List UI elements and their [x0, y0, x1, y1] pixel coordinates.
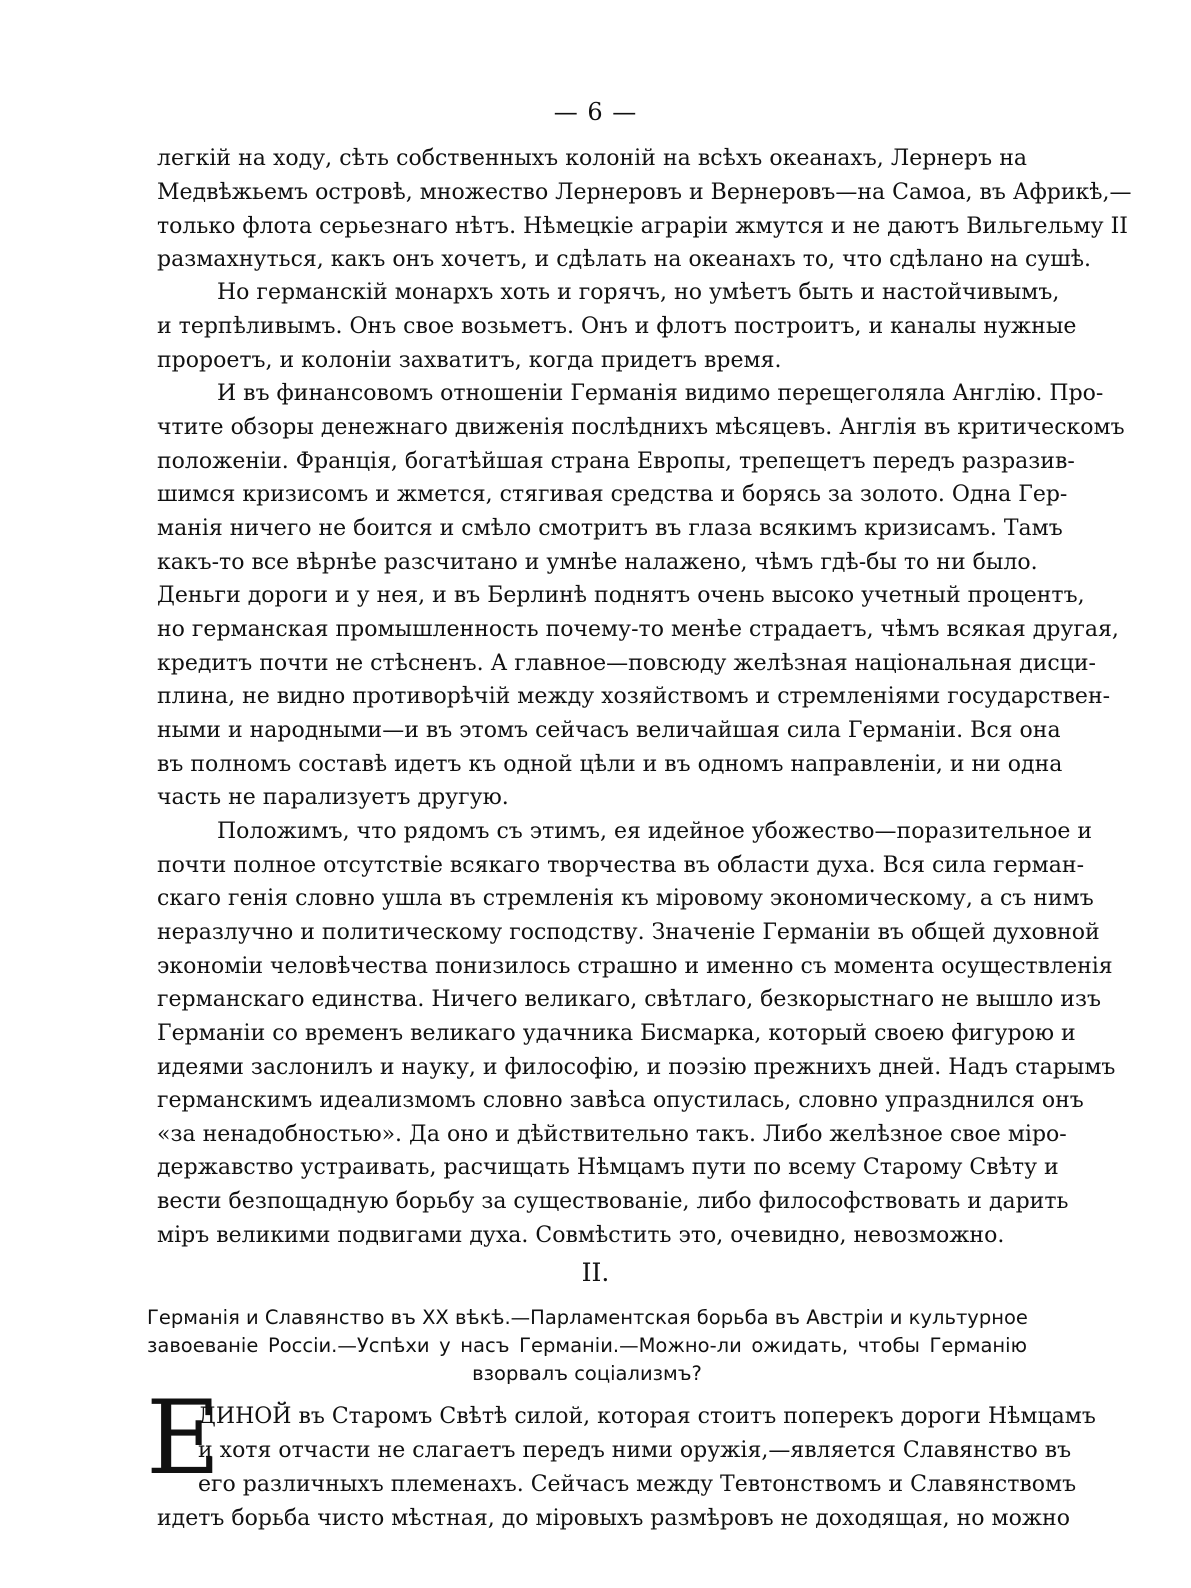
- text-line: германскаго единства. Ничего великаго, свѣтлаго, безкорыстнаго не вышло изъ: [157, 987, 1101, 1012]
- text-line: размахнуться, какъ онъ хочетъ, и сдѣлать на океанахъ то, что сдѣлано на сушѣ.: [157, 247, 1091, 272]
- section-synopsis-line: завоеваніе Россіи.—Успѣхи у насъ Германіи.—Можно-ли ожидать, чтобы Германію: [147, 1334, 1027, 1357]
- text-line: шимся кризисомъ и жмется, стягивая средства и борясь за золото. Одна Гер-: [157, 482, 1068, 507]
- text-line: какъ-то все вѣрнѣе разсчитано и умнѣе налажено, чѣмъ гдѣ-бы то ни было.: [157, 550, 1038, 575]
- text-line: «за ненадобностью». Да оно и дѣйствительно такъ. Либо желѣзное свое міро-: [157, 1122, 1067, 1147]
- text-line: міръ великими подвигами духа. Совмѣстить это, очевидно, невозможно.: [157, 1223, 1005, 1248]
- text-line: неразлучно и политическому господству. Значеніе Германіи въ общей духовной: [157, 920, 1100, 945]
- text-line: только флота серьезнаго нѣтъ. Нѣмецкіе аграріи жмутся и не даютъ Вильгельму II: [157, 214, 1128, 239]
- text-line: и хотя отчасти не слагаетъ передъ ними оружія,—является Славянство въ: [198, 1438, 1072, 1463]
- text-line: плина, не видно противорѣчій между хозяйствомъ и стремленіями государствен-: [157, 684, 1111, 709]
- text-line: легкій на ходу, сѣть собственныхъ колоній на всѣхъ океанахъ, Лернеръ на: [157, 146, 1027, 171]
- text-line: пророетъ, и колоніи захватитъ, когда придетъ время.: [157, 348, 782, 373]
- text-line: манія ничего не боится и смѣло смотритъ въ глаза всякимъ кризисамъ. Тамъ: [157, 516, 1063, 541]
- text-line: вести безпощадную борьбу за существованіе, либо философствовать и дарить: [157, 1189, 1069, 1214]
- text-line: часть не парализуетъ другую.: [157, 785, 509, 810]
- text-line: И въ финансовомъ отношеніи Германія видимо перещеголяла Англію. Про-: [217, 381, 1104, 406]
- text-line: въ полномъ составѣ идетъ къ одной цѣли и въ одномъ направленіи, и ни одна: [157, 752, 1063, 777]
- text-line: германскимъ идеализмомъ словно завѣса опустилась, словно упразднился онъ: [157, 1088, 1084, 1113]
- text-line: Положимъ, что рядомъ съ этимъ, ея идейное убожество—поразительное и: [217, 819, 1093, 844]
- text-line: державство устраивать, расчищать Нѣмцамъ пути по всему Старому Свѣту и: [157, 1155, 1059, 1180]
- text-line: Медвѣжьемъ островѣ, множество Лернеровъ и Вернеровъ—на Самоа, въ Африкѣ,—: [157, 180, 1132, 205]
- text-line: чтите обзоры денежнаго движенія послѣднихъ мѣсяцевъ. Англія въ критическомъ: [157, 415, 1125, 440]
- text-line: положеніи. Франція, богатѣйшая страна Европы, трепещетъ передъ разразив-: [157, 449, 1075, 474]
- text-line: экономіи человѣчества понизилось страшно и именно съ момента осуществленія: [157, 954, 1113, 979]
- text-line: ными и народными—и въ этомъ сейчасъ величайшая сила Германіи. Вся она: [157, 718, 1061, 743]
- text-line: Но германскій монархъ хоть и горячъ, но умѣетъ быть и настойчивымъ,: [217, 280, 1060, 305]
- text-line: идетъ борьба чисто мѣстная, до міровыхъ размѣровъ не доходящая, но можно: [157, 1506, 1070, 1531]
- text-line: и терпѣливымъ. Онъ свое возьметъ. Онъ и флотъ построитъ, и каналы нужные: [157, 314, 1077, 339]
- text-line: кредитъ почти не стѣсненъ. А главное—повсюду желѣзная національная дисци-: [157, 651, 1096, 676]
- text-line: Германіи со временъ великаго удачника Бисмарка, который своею фигурою и: [157, 1021, 1076, 1046]
- text-line: идеями заслонилъ и науку, и философію, и поэзію прежнихъ дней. Надъ старымъ: [157, 1055, 1116, 1080]
- text-line: его различныхъ племенахъ. Сейчасъ между Тевтонствомъ и Славянствомъ: [198, 1472, 1077, 1497]
- section-synopsis-line: Германія и Славянство въ XX вѣкѣ.—Парламентская борьба въ Австріи и культурное: [147, 1306, 1028, 1329]
- text-line: скаго генія словно ушла въ стремленія къ міровому экономическому, а съ нимъ: [157, 886, 1094, 911]
- drop-cap: Е: [146, 1379, 221, 1498]
- text-line: ДИНОЙ въ Старомъ Свѣтѣ силой, которая стоитъ поперекъ дороги Нѣмцамъ: [198, 1404, 1096, 1429]
- section-number: II.: [581, 1258, 610, 1287]
- page-number: — 6 —: [553, 98, 638, 126]
- text-line: Деньги дороги и у нея, и въ Берлинѣ поднятъ очень высоко учетный процентъ,: [157, 583, 1085, 608]
- section-synopsis-line: взорвалъ соціализмъ?: [472, 1362, 702, 1385]
- text-line: но германская промышленность почему-то менѣе страдаетъ, чѣмъ всякая другая,: [157, 617, 1119, 642]
- text-line: почти полное отсутствіе всякаго творчества въ области духа. Вся сила герман-: [157, 853, 1085, 878]
